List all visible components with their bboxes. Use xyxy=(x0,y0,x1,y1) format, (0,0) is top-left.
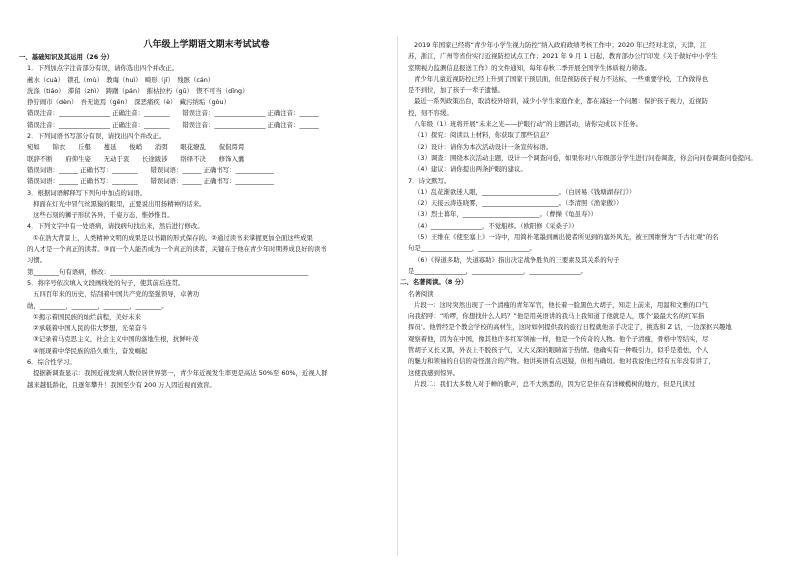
left-column-line: 3．根据词语解释写下列句中加点的词语。 xyxy=(27,188,147,197)
left-column-line: 2．下列词语书写部分有误，请找出四个并改正。 xyxy=(27,132,166,141)
right-lines xyxy=(400,40,775,390)
right-column-line: 挥员’。他曾经是个教会学校的高材生，这时如何提供我的旅行日程就他亲手决定了，挑选和 Z 话，一边深抠兴趣地 xyxy=(408,323,732,332)
exam-title: 八年级上学期语文期末考试试卷 xyxy=(143,40,270,50)
right-column-line: （1）乱花渐欲迷人眼，________________________。（白居易《钱塘湖春行》） xyxy=(414,187,636,196)
right-column-line: 管胡子又长又黑，外表上不脱孩子气，又大又深的眼睛富于热情。他确实有一种吸引力，似乎是羞怯，个人 xyxy=(408,346,709,355)
left-column-line: 错误词语：______ 正确书写：________ 错误词语：______ 正确书写：____________ xyxy=(27,165,274,174)
left-column xyxy=(19,0,394,391)
right-column-line: 苏，浙江，广州等省份实行近视防控试点工作；2021 年 9 月 1 日起，教育部办公厅印发《关于做好中小学生 xyxy=(408,52,718,61)
right-column xyxy=(400,40,775,390)
right-column-line: 观察着他，因为在中国，像其他许多红军领袖一样，他是一个传奇的人物。他个子清瘦，骨格中等结实，尽 xyxy=(408,334,709,343)
right-column-line: 片段二：我们大多数人对于蝉的歌声，总不大熟悉的，因为它是住在有洋橄榄树的地方，但是凡读过 xyxy=(414,379,696,388)
right-column-line: 名著阅读 xyxy=(408,289,434,298)
left-column-line: 错误注音：________________ 正确注音：________ 错误注音：________________ 正确注音：______ xyxy=(27,109,319,118)
left-lines xyxy=(19,52,394,391)
right-column-line: 句是________________，________________。 xyxy=(408,244,536,253)
left-column-line: 错误词语：______ 正确书写：________ 错误词语：______ 正确书写：____________ xyxy=(27,177,274,186)
left-column-line: 1．下列加点字注音部分有误，请你选出四个并改正。 xyxy=(27,64,179,73)
right-column-line: （4）建议：请你提出两条护眼的建议。 xyxy=(414,165,527,174)
right-column-line: 是________________，________________，________________。 xyxy=(408,266,587,275)
column-divider xyxy=(397,36,398,556)
right-column-line: 控，刻不容缓。 xyxy=(408,108,453,117)
right-column-line: 2019 年国家已经将“青少年小学生视力防控”纳入政府政绩考核工作中；2020 年已经对北京，天津，江 xyxy=(414,41,707,49)
left-column-line: ②承载着中国人民的伟大梦想，光荣奋斗 xyxy=(33,324,148,333)
left-column-line: 蘸水（cuà） 锁孔（mù） 教诲（huì） 畸形（jī） 残骸（cán） xyxy=(27,75,215,84)
left-column-line: 联辞不断 府仰生姿 无动于衷 长途跋涉 络绎不决 修饰入囊 xyxy=(27,154,245,163)
left-column-line: 五四百年来的历史，结刮着中国共产党的坚强领导，卓著功 xyxy=(33,290,200,299)
right-column-line: （1）探究：阅读以上材料，你获取了那些信息？ xyxy=(414,131,553,140)
left-column-line: ①揭示着国民族的灿烂前程，美好未来 xyxy=(33,312,141,321)
left-column-line: 的人才是一个真正的读者。③而一个人能否成为一个真正的读者，关键在于他在青少年时期养成良好的读书 xyxy=(27,245,327,254)
right-column-line: 向我招呼：“哈啰，你想找什么人吗？”他是用英语讲的我马上我知道了他就是人，那个‘最最大名的红军指 xyxy=(408,312,705,321)
left-column-line: 抑面在灯光中冒气丝黑猿的眼里，正要说出用扬精神的话来。 xyxy=(33,199,206,208)
left-column-line: ③记录着马克思主义，社会主义中国的落地生根，抗鲜叶茂 xyxy=(33,335,199,344)
left-column-line: 洗涤（tiáo） 滞留（zhì） 踌躇（pán） 摧枯拉朽（gū） 锲不可当（dīng） xyxy=(27,86,249,95)
right-column-line: （6）《得道多助，失道寡助》指出决定战争胜负的三要素及其关系的句子 xyxy=(414,255,620,264)
left-column-line: 提据新调查显示：我国近视发病人数位居世界第一，青少年近视发生率更是高达 50%至 60%，近视人群 xyxy=(33,369,328,378)
right-column-line: 二、名著阅读。（8 分） xyxy=(400,278,468,287)
right-column-line: 最近一系列政策出台，取消校外培训，减少小学生家庭作业，都在减轻一个问题：保护孩子视力，近视防 xyxy=(414,97,708,106)
right-column-line: （4）________________，不觉船移。（欧阳修《采桑子》） xyxy=(414,221,578,230)
right-column-line: （2）天接云涛连晓雾，________________________。（李清照《渔家傲》） xyxy=(414,199,623,208)
left-column-line: 越来越低龄化，且逐年攀升！我国至少有 200 万人因近视而致盲。 xyxy=(27,380,216,389)
right-column-line: （3）调查：围绕本次活动主题，设计一个调查问卷，如果你对八年级部分学生进行问卷调查，你会向问卷调查问卷提问。 xyxy=(414,153,757,162)
left-column-line: 这些石刻的狮子形状各异，千姿万态，惟妙惟肖。 xyxy=(33,211,174,220)
left-column-line: 错误注音：________________ 正确注音：________ 错误注音：________________ 正确注音：______ xyxy=(27,120,319,129)
left-column-line: 勋，________，________，________，________。 xyxy=(27,301,168,310)
right-column-line: 这使我感到惊异。 xyxy=(408,368,460,377)
left-column-line: 宛如 锦衣 丘壑 蔓延 俊峭 消弭 眼花缭乱 侃侃谔谔 xyxy=(27,143,245,152)
right-column-line: 室期视力监测信息报送工作》的文件通知，每年春秋二季开展全国学生体质视力筛查。 xyxy=(408,63,651,72)
right-column-line: 的魅力和领袖的自信的奇怪混合的产物。他讲英语有点迟疑，但相当确切。他对我说他已经有五年没有讲了， xyxy=(408,357,715,366)
right-column-line: （2）设计：请你为本次活动设计一条宣传标语。 xyxy=(414,142,553,151)
right-column-line: 青少年儿童近视防控已经上升到了国家干预层面，但是预防孩子视力不达标，一些重要学校，工作做得也 xyxy=(414,74,708,83)
right-column-line: 八年级（1）班将开展“未来之光——护眼行动”的主题活动，请你完成以下任务。 xyxy=(414,120,642,129)
right-column-line: （3）烈士暮年，________________________。（曹操《龟虽寿》） xyxy=(414,210,597,219)
left-column-line: 4．下列文字中有一处语病，请找病句找出来，然后进行修改。 xyxy=(27,222,204,231)
left-column-line: 第________句有语病，修改：______________________________________________________________ xyxy=(27,267,309,276)
left-column-line: ①在浩大背景上，人类精神文明的成果是以书籍的形式保存的。②通过读书来掌握更加全面这些成果 xyxy=(33,233,313,242)
left-column-line: 狰狞闹市（dèn） 吾无诡焉（gēn） 深恶痛疾（è） 藏污纳垢（gòu） xyxy=(27,98,230,107)
right-column-line: （5）王维在《使至塞上》一诗中，用简朴笔墨到画出使者所见到的塞外风光，被王国维誉为“千古壮观”的名 xyxy=(414,233,719,242)
left-column-line: 一、基础知识及其运用（26 分） xyxy=(19,53,114,61)
left-column-line: 5．将序号依次填入文段画线处的句子，使其前后连贯。 xyxy=(27,278,185,287)
left-column-line: 习惯。 xyxy=(27,256,47,265)
left-column-line: ④展现着中华民族的沿久重生，奋发崛起 xyxy=(33,346,148,355)
right-column-line: 是不到位，加了孩子一辈子遗憾。 xyxy=(408,86,504,95)
left-column-line: 6．综合性学习。 xyxy=(27,358,76,367)
right-column-line: 7．诗文默写。 xyxy=(408,176,451,185)
right-column-line: 片段一：这时突然出现了一个清瘦的青年军官，他长着一脸黑色大胡子，知走上前来，用温和文雅的口气 xyxy=(414,300,708,309)
